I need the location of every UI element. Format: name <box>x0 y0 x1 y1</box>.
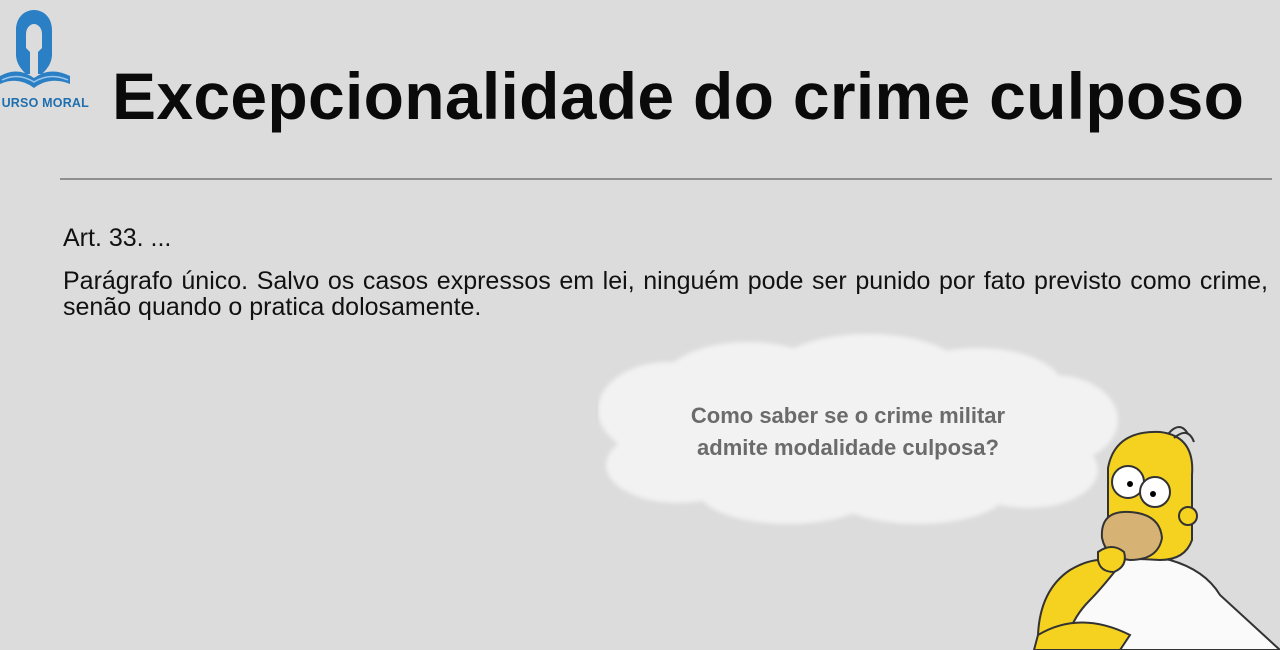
logo <box>0 4 90 110</box>
thought-line-1: Como saber se o crime militar <box>690 403 1006 428</box>
logo-text: URSO MORAL <box>1 96 89 110</box>
title-divider <box>60 178 1272 180</box>
article-number: Art. 33. ... <box>63 224 172 252</box>
page-title: Excepcionalidade do crime culposo <box>112 59 1245 133</box>
article-paragraph: Parágrafo único. Salvo os casos expressos em lei, ninguém pode ser punido por fato previsto como crime, senão quando o pratica dolosamente. <box>63 267 1268 321</box>
thought-line-2: admite modalidade culposa? <box>697 435 999 460</box>
spartan-helmet-icon <box>0 4 90 100</box>
homer-thinking-icon <box>1020 420 1280 650</box>
